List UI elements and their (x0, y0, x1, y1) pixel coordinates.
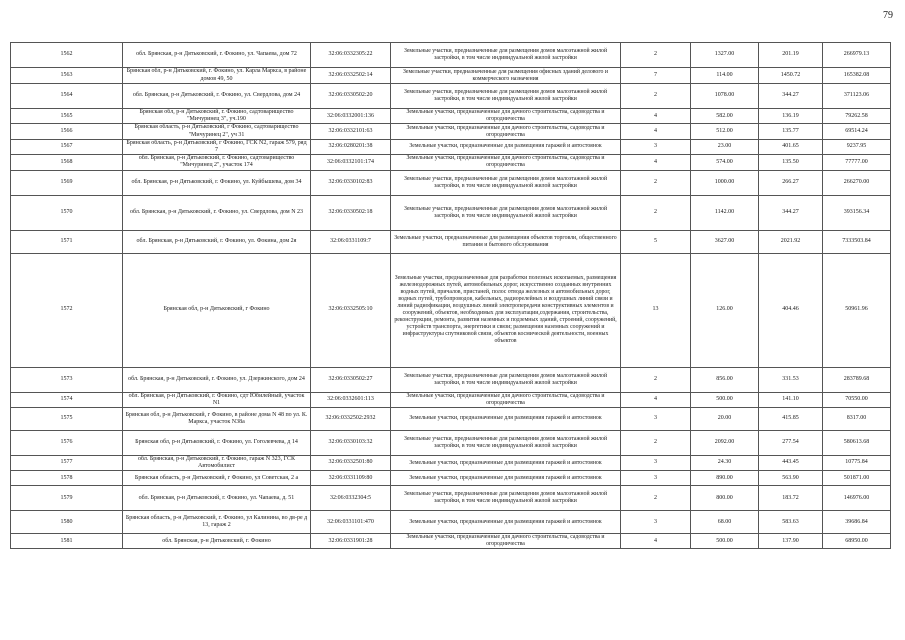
row-number: 1579 (11, 486, 123, 511)
row-number: 1570 (11, 195, 123, 230)
table-row (11, 455, 891, 470)
row-specific-value: 183.72 (759, 486, 823, 511)
row-cadastral-value: 39686.84 (823, 511, 891, 534)
table-row (11, 170, 891, 195)
row-cadastral-value: 79262.58 (823, 109, 891, 124)
row-address: обл. Брянская, р-н Дятьковский, г. Фокино, ул. Фокина, дом 2я (123, 230, 311, 253)
row-group: 2 (621, 84, 691, 109)
row-land-use: Земельные участки, предназначенные для размещения домов малоэтажной жилой застройки, в том числе индивидуальной жилой застройки (391, 430, 621, 455)
row-number: 1562 (11, 43, 123, 68)
row-specific-value: 1450.72 (759, 68, 823, 84)
row-address: Брянская область, р-н Дятьковский, г Фокино, садтоварищество "Мичуринец 2", уч 31 (123, 124, 311, 139)
table-row (11, 253, 891, 367)
row-number: 1571 (11, 230, 123, 253)
row-specific-value: 443.45 (759, 455, 823, 470)
cadastral-value-table (10, 42, 891, 549)
row-specific-value: 135.77 (759, 124, 823, 139)
row-group: 3 (621, 139, 691, 154)
row-land-use: Земельные участки, предназначенные для размещения домов малоэтажной жилой застройки, в том числе индивидуальной жилой застройки (391, 170, 621, 195)
row-specific-value: 415.85 (759, 407, 823, 430)
row-number: 1573 (11, 367, 123, 392)
row-address: обл. Брянская, р-н Дятьковский, г. Фокино, ул. Куйбышева, дом 34 (123, 170, 311, 195)
row-address: обл. Брянская, р-н Дятьковский, г. Фокино, гараж N 323, ГСК Автомобилист (123, 455, 311, 470)
row-area: 1078.00 (691, 84, 759, 109)
table-row (11, 195, 891, 230)
table-row (11, 139, 891, 154)
row-specific-value: 344.27 (759, 84, 823, 109)
table-row (11, 486, 891, 511)
table-row (11, 534, 891, 549)
table-row (11, 68, 891, 84)
row-number: 1567 (11, 139, 123, 154)
row-group: 3 (621, 471, 691, 486)
row-number: 1566 (11, 124, 123, 139)
row-group: 3 (621, 407, 691, 430)
row-group: 4 (621, 124, 691, 139)
table-row (11, 471, 891, 486)
row-land-use: Земельные участки, предназначенные для размещения домов малоэтажной жилой застройки, в том числе индивидуальной жилой застройки (391, 367, 621, 392)
row-area: 890.00 (691, 471, 759, 486)
row-cadastral-number: 32:06:0332501:80 (311, 455, 391, 470)
row-number: 1580 (11, 511, 123, 534)
row-cadastral-number: 32:06:0331901:28 (311, 534, 391, 549)
row-cadastral-number: 32:06:0332304:5 (311, 486, 391, 511)
row-area: 500.00 (691, 534, 759, 549)
row-group: 4 (621, 155, 691, 170)
row-group: 3 (621, 511, 691, 534)
row-address: Брянская область, р-н Дятьковский, г. Фокино, ул Калинина, во дв-ре д 13, гараж 2 (123, 511, 311, 534)
row-address: Брянская область, р-н Дятьковский, г Фокино, ГСК N2, гараж 579, ряд 7 (123, 139, 311, 154)
row-specific-value: 563.90 (759, 471, 823, 486)
row-cadastral-value: 266979.13 (823, 43, 891, 68)
row-area: 574.00 (691, 155, 759, 170)
row-address: обл. Брянская, р-н Дятьковский, г. Фокино, ул. Дзержинского, дом 24 (123, 367, 311, 392)
row-area: 68.00 (691, 511, 759, 534)
row-cadastral-number: 32:06:0331109:80 (311, 471, 391, 486)
row-address: Брянская обл, р-н Дятьковский, г. Фокино, ул. Карла Маркса, в районе домов 49, 50 (123, 68, 311, 84)
row-area: 24.30 (691, 455, 759, 470)
row-address: обл. Брянская, р-н Дятьковский, г. Фокино, ул. Свердлова, дом 24 (123, 84, 311, 109)
row-cadastral-number: 32:06:0330502:27 (311, 367, 391, 392)
row-cadastral-number: 32:06:0332502:14 (311, 68, 391, 84)
row-address: Брянская обл, р-н Дятьковский, г. Фокино, садтоварищество "Мичуринец 3", уч.190 (123, 109, 311, 124)
row-area: 1000.00 (691, 170, 759, 195)
row-land-use: Земельные участки, предназначенные для размещения гаражей и автостоянок (391, 455, 621, 470)
row-land-use: Земельные участки, предназначенные для размещения объектов торговли, общественного питания и бытового обслуживания (391, 230, 621, 253)
row-cadastral-value: 580613.68 (823, 430, 891, 455)
row-address: обл. Брянская, р-н Дятьковский, г. Фокино (123, 534, 311, 549)
row-area: 800.00 (691, 486, 759, 511)
row-area: 1327.00 (691, 43, 759, 68)
row-number: 1569 (11, 170, 123, 195)
row-land-use: Земельные участки, предназначенные для разработки полезных ископаемых, размещения железнодорожных путей, автомобильных дорог, искусственно созданных внутренних водных путей, причалов, пристаней, полос отвода железных и автомобильных дорог, водных путей, трубопроводов, кабельных, радиорелейных и воздушных линий связи и линий радиофикации, воздушных линий электропередачи конструктивных элементов и сооружений, объектов, необходимых для эксплуатации,содержания, строительства, реконструкции, ремонта, развития наземных и подземных зданий, строений, сооружений, устройств транспорта, энергетики и связи; размещения наземных сооружений и инфраструктуры спутниковой связи, объектов космической деятельности, военных объектов (391, 253, 621, 367)
row-address: Брянская обл, р-н Дятьковский, г Фокино, в районе дома N 48 по ул. К. Маркса, участок N38а (123, 407, 311, 430)
row-land-use: Земельные участки, предназначенные для дачного строительства, садоводства и огородничества (391, 392, 621, 407)
row-cadastral-number: 32:06:0280201:38 (311, 139, 391, 154)
row-address: обл. Брянская, р-н Дятьковский, г. Фокино, ул. Чапаева, д. 51 (123, 486, 311, 511)
row-specific-value: 266.27 (759, 170, 823, 195)
row-specific-value: 404.46 (759, 253, 823, 367)
row-specific-value: 401.65 (759, 139, 823, 154)
row-cadastral-number: 32:06:0332305:22 (311, 43, 391, 68)
row-specific-value: 141.10 (759, 392, 823, 407)
row-cadastral-value: 266270.00 (823, 170, 891, 195)
row-address: Брянская обл, р-н Дятьковский, г Фокино (123, 253, 311, 367)
table-row (11, 511, 891, 534)
row-number: 1568 (11, 155, 123, 170)
row-cadastral-number: 32:06:0330103:32 (311, 430, 391, 455)
table-row (11, 430, 891, 455)
row-specific-value: 135.50 (759, 155, 823, 170)
row-cadastral-value: 9237.95 (823, 139, 891, 154)
row-address: обл. Брянская, р-н Дятьковский, г. Фокино, сдт Юбилейный, участок N1 (123, 392, 311, 407)
row-cadastral-value: 68950.00 (823, 534, 891, 549)
row-number: 1578 (11, 471, 123, 486)
table-row (11, 230, 891, 253)
row-cadastral-number: 32:06:0330102:83 (311, 170, 391, 195)
row-cadastral-value: 10775.84 (823, 455, 891, 470)
row-group: 2 (621, 430, 691, 455)
row-specific-value: 277.54 (759, 430, 823, 455)
row-specific-value: 136.19 (759, 109, 823, 124)
row-number: 1565 (11, 109, 123, 124)
row-group: 2 (621, 486, 691, 511)
table-row (11, 367, 891, 392)
row-area: 500.00 (691, 392, 759, 407)
row-cadastral-value: 283789.68 (823, 367, 891, 392)
row-cadastral-number: 32:06:0332101:63 (311, 124, 391, 139)
row-land-use: Земельные участки, предназначенные для размещения гаражей и автостоянок (391, 407, 621, 430)
row-cadastral-number: 32:06:0332001:136 (311, 109, 391, 124)
row-area: 856.00 (691, 367, 759, 392)
row-area: 2092.00 (691, 430, 759, 455)
row-land-use: Земельные участки, предназначенные для дачного строительства, садоводства и огородничества (391, 124, 621, 139)
row-number: 1572 (11, 253, 123, 367)
row-land-use: Земельные участки, предназначенные для размещения домов малоэтажной жилой застройки, в том числе индивидуальной жилой застройки (391, 195, 621, 230)
row-cadastral-number: 32:06:0331109:7 (311, 230, 391, 253)
row-area: 512.00 (691, 124, 759, 139)
table-row (11, 43, 891, 68)
row-specific-value: 137.90 (759, 534, 823, 549)
row-area: 582.00 (691, 109, 759, 124)
row-land-use: Земельные участки, предназначенные для размещения домов малоэтажной жилой застройки, в том числе индивидуальной жилой застройки (391, 486, 621, 511)
table-row (11, 407, 891, 430)
row-specific-value: 344.27 (759, 195, 823, 230)
row-number: 1574 (11, 392, 123, 407)
row-address: Брянская обл, р-н Дятьковский, г. Фокино, ул. Гоголевчева, д 14 (123, 430, 311, 455)
table-body (11, 43, 891, 549)
row-cadastral-value: 393156.34 (823, 195, 891, 230)
row-group: 2 (621, 43, 691, 68)
row-land-use: Земельные участки, предназначенные для размещения домов малоэтажной жилой застройки, в том числе индивидуальной жилой застройки (391, 84, 621, 109)
row-specific-value: 331.53 (759, 367, 823, 392)
table-row (11, 124, 891, 139)
table-row (11, 109, 891, 124)
row-cadastral-value: 7333503.84 (823, 230, 891, 253)
row-group: 4 (621, 109, 691, 124)
row-address: обл. Брянская, р-н Дятьковский, г. Фокино, садтоварищество "Мичуринец 2", участок 174 (123, 155, 311, 170)
row-cadastral-value: 77777.00 (823, 155, 891, 170)
row-address: обл. Брянская, р-н Дятьковский, г. Фокино, ул. Чапаева, дом 72 (123, 43, 311, 68)
row-number: 1577 (11, 455, 123, 470)
row-number: 1576 (11, 430, 123, 455)
row-cadastral-number: 32:06:0332101:174 (311, 155, 391, 170)
row-cadastral-number: 32:06:0332502:2932 (311, 407, 391, 430)
row-area: 114.00 (691, 68, 759, 84)
table-row (11, 392, 891, 407)
row-cadastral-value: 501871.00 (823, 471, 891, 486)
table-row (11, 84, 891, 109)
row-land-use: Земельные участки, предназначенные для дачного строительства, садоводства и огородничества (391, 534, 621, 549)
row-cadastral-number: 32:06:0331101:470 (311, 511, 391, 534)
row-group: 3 (621, 455, 691, 470)
row-land-use: Земельные участки, предназначенные для дачного строительства, садоводства и огородничества (391, 109, 621, 124)
row-group: 4 (621, 392, 691, 407)
row-cadastral-number: 32:06:0330502:18 (311, 195, 391, 230)
row-specific-value: 2021.92 (759, 230, 823, 253)
row-area: 1142.00 (691, 195, 759, 230)
row-number: 1564 (11, 84, 123, 109)
table-row (11, 155, 891, 170)
row-cadastral-value: 165382.08 (823, 68, 891, 84)
row-specific-value: 201.19 (759, 43, 823, 68)
row-address: Брянская область, р-н Дятьковский, г Фокино, ул Советская, 2 а (123, 471, 311, 486)
row-land-use: Земельные участки, предназначенные для размещения гаражей и автостоянок (391, 511, 621, 534)
row-area: 3627.00 (691, 230, 759, 253)
row-area: 126.00 (691, 253, 759, 367)
row-cadastral-value: 371123.06 (823, 84, 891, 109)
row-cadastral-value: 8317.00 (823, 407, 891, 430)
page-number: 79 (883, 10, 893, 21)
row-cadastral-number: 32:06:0332601:113 (311, 392, 391, 407)
row-group: 5 (621, 230, 691, 253)
row-land-use: Земельные участки, предназначенные для размещения гаражей и автостоянок (391, 471, 621, 486)
row-cadastral-value: 50961.96 (823, 253, 891, 367)
row-land-use: Земельные участки, предназначенные для размещения гаражей и автостоянок (391, 139, 621, 154)
row-cadastral-number: 32:06:0332505:10 (311, 253, 391, 367)
row-specific-value: 583.63 (759, 511, 823, 534)
row-number: 1563 (11, 68, 123, 84)
row-land-use: Земельные участки, предназначенные для размещения офисных зданий делового и коммерческого назначения (391, 68, 621, 84)
row-group: 4 (621, 534, 691, 549)
row-cadastral-number: 32:06:0330502:20 (311, 84, 391, 109)
row-area: 20.00 (691, 407, 759, 430)
row-cadastral-value: 70550.00 (823, 392, 891, 407)
row-area: 23.00 (691, 139, 759, 154)
row-land-use: Земельные участки, предназначенные для дачного строительства, садоводства и огородничества (391, 155, 621, 170)
row-group: 2 (621, 195, 691, 230)
row-group: 2 (621, 367, 691, 392)
row-group: 2 (621, 170, 691, 195)
row-land-use: Земельные участки, предназначенные для размещения домов малоэтажной жилой застройки, в том числе индивидуальной жилой застройки (391, 43, 621, 68)
row-number: 1575 (11, 407, 123, 430)
row-cadastral-value: 146976.00 (823, 486, 891, 511)
row-group: 13 (621, 253, 691, 367)
row-cadastral-value: 69514.24 (823, 124, 891, 139)
row-group: 7 (621, 68, 691, 84)
row-number: 1581 (11, 534, 123, 549)
row-address: обл. Брянская, р-н Дятьковский, г. Фокино, ул. Свердлова, дом N 23 (123, 195, 311, 230)
